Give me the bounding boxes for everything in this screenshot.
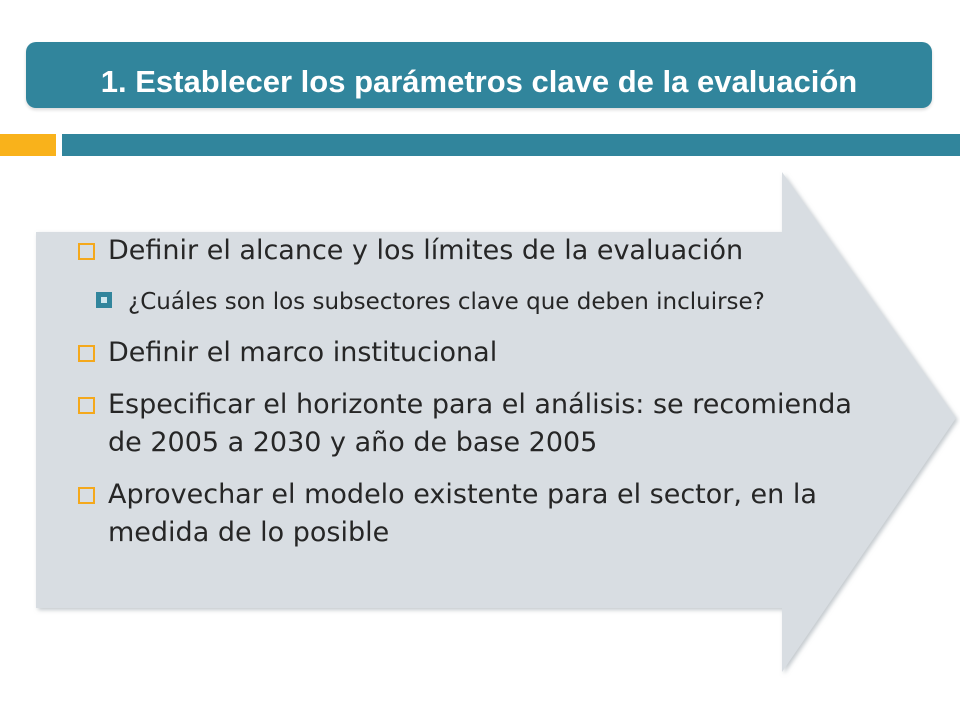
- filled-square-bullet-icon: [96, 292, 112, 308]
- bullet-text: Definir el marco institucional: [108, 337, 498, 368]
- bullet-item-scope: [70, 232, 870, 270]
- sub-bullet-text: ¿Cuáles son los subsectores clave que deben incluirse?: [128, 289, 765, 315]
- bullet-item-model: [70, 476, 870, 552]
- sub-bullet-item-subsectors: [112, 284, 870, 320]
- slide-title: 1. Establecer los parámetros clave de la evaluación: [100, 64, 858, 99]
- square-bullet-icon: [78, 345, 95, 362]
- bullet-text: Especificar el horizonte para el análisis: se recomienda de 2005 a 2030 y año de base 2005: [108, 389, 852, 458]
- square-bullet-icon: [78, 243, 95, 260]
- bullet-item-institutional: [70, 334, 870, 372]
- bullet-item-horizon: [70, 386, 870, 462]
- bullet-list: [70, 232, 870, 566]
- square-bullet-icon: [78, 397, 95, 414]
- square-bullet-icon: [78, 487, 95, 504]
- bullet-text: Definir el alcance y los límites de la evaluación: [108, 235, 744, 266]
- bullet-text: Aprovechar el modelo existente para el sector, en la medida de lo posible: [108, 479, 817, 548]
